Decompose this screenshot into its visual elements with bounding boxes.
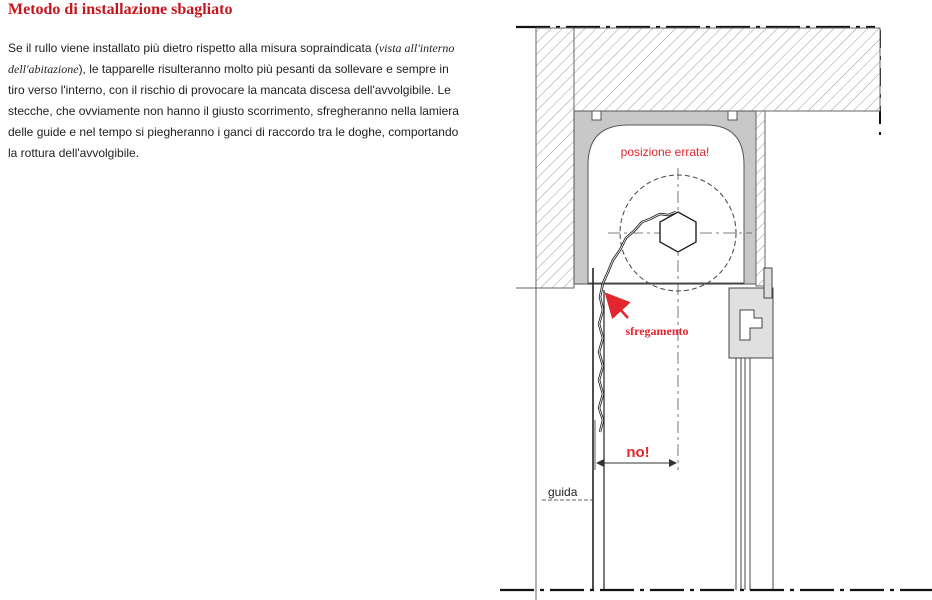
label-rub: sfregamento [625,324,689,338]
lintel-hatched [574,28,880,111]
rub-arrow [608,296,628,318]
description-italic: vista all'interno dell'abitazione [8,41,455,76]
description-part-1: Se il rullo viene installato più dietro rispetto alla misura sopraindicata ( [8,41,379,55]
page-title: Metodo di installazione sbagliato [8,1,233,18]
installation-diagram [500,0,932,600]
description-part-2: ), le tapparelle risulteranno molto più pesanti da sollevare e sempre in tiro verso l'interno, con il rischio di provocare la mancata discesa dell'avvolgibile. Le stecche, che ovviamente non hanno il giusto scorrimento, sfregheranno nella lamiera delle guide e nel tempo si piegheranno i ganci di raccordo tra le doghe, comportando la rottura dell'avvolgibile. [8,62,459,160]
hex-axle [660,212,696,252]
label-no: no! [626,444,650,461]
wall-left-hatched [536,28,574,288]
label-guide: guida [548,485,578,499]
label-wrong-position: posizione errata! [620,145,710,159]
roller-box [574,111,756,284]
description-text [8,38,468,164]
